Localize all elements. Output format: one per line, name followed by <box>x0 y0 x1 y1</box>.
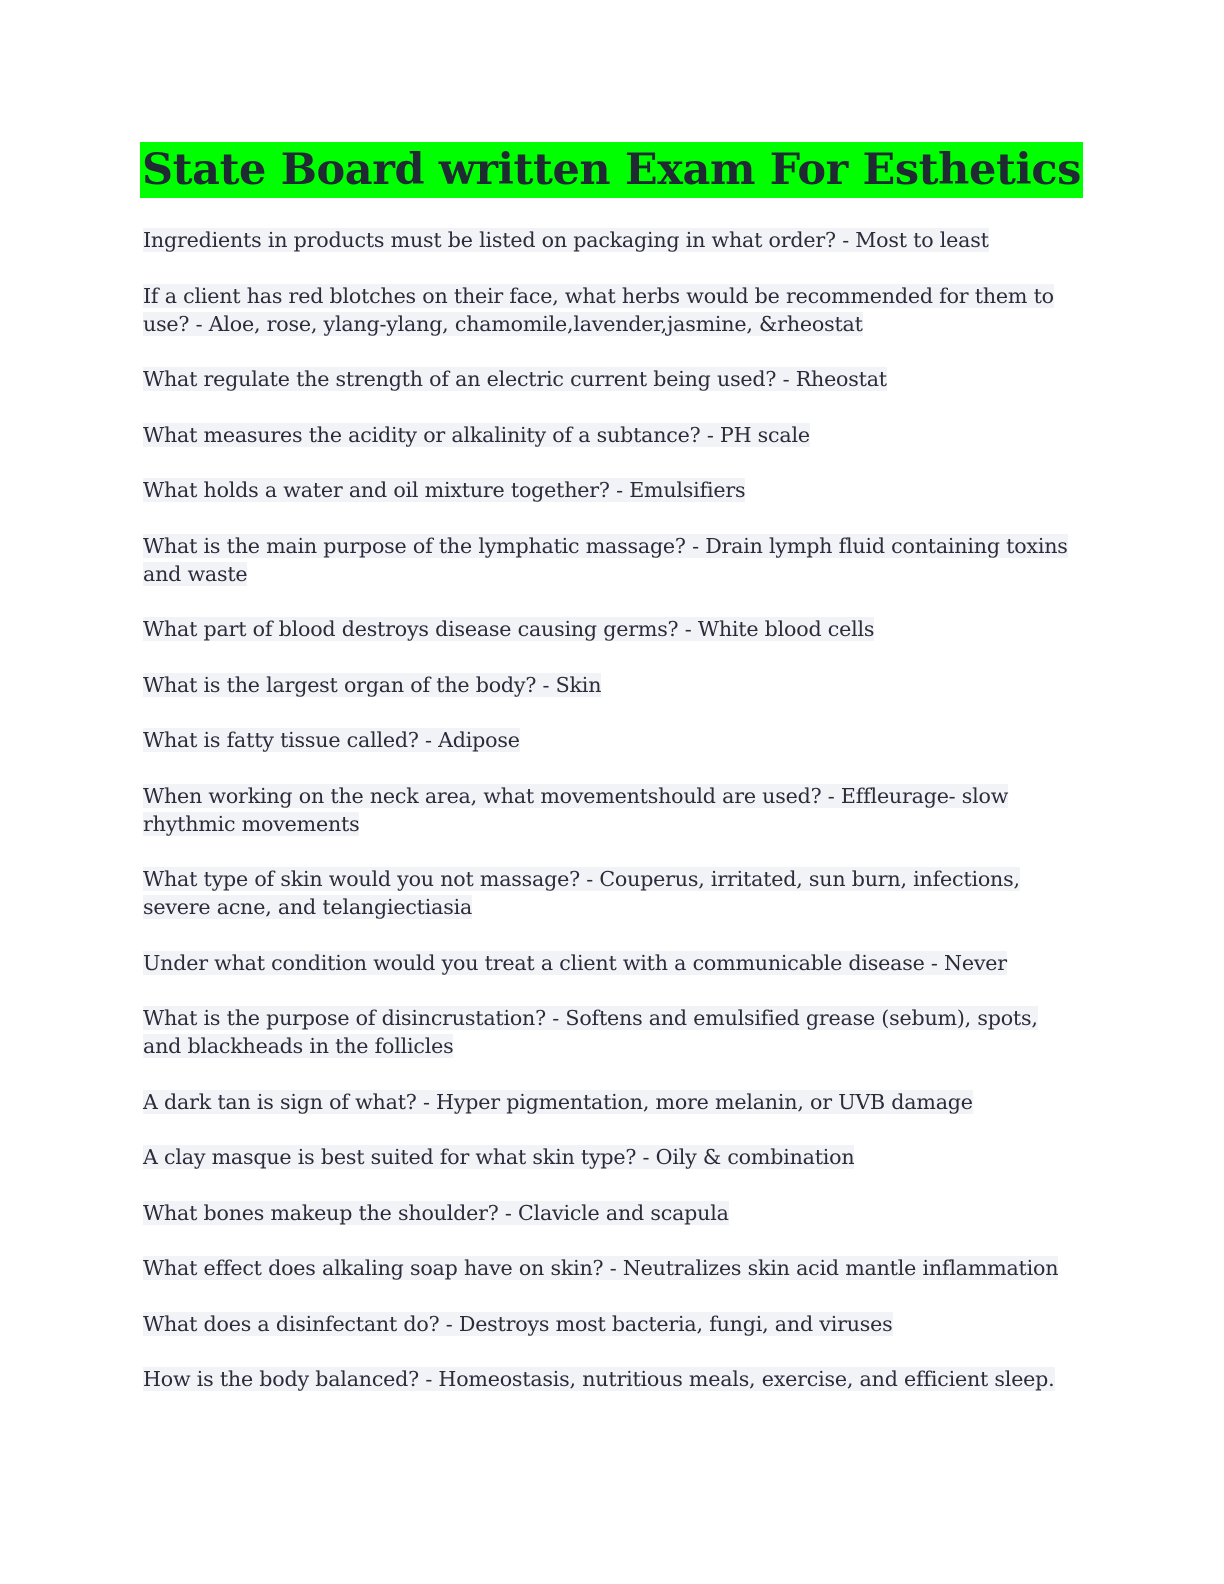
qa-text: What regulate the strength of an electric current being used? - Rheostat <box>143 367 887 391</box>
qa-list <box>143 226 1073 1421</box>
qa-item <box>143 865 1073 921</box>
qa-text: What is the purpose of disincrustation? - Softens and emulsified grease (sebum), spots, and blackheads in the follicles <box>143 1006 1038 1058</box>
qa-item <box>143 1088 1073 1116</box>
qa-item <box>143 365 1073 393</box>
qa-text: A clay masque is best suited for what skin type? - Oily & combination <box>143 1145 855 1169</box>
qa-text: If a client has red blotches on their face, what herbs would be recommended for them to use? - Aloe, rose, ylang-ylang, chamomile,lavender,jasmine, &rheostat <box>143 283 1054 336</box>
qa-text: What bones makeup the shoulder? - Clavicle and scapula <box>143 1200 729 1225</box>
qa-text: Under what condition would you treat a client with a communicable disease - Never <box>143 950 1007 975</box>
qa-text: Ingredients in products must be listed on packaging in what order? - Most to least <box>143 228 989 252</box>
qa-item <box>143 726 1073 754</box>
qa-text: When working on the neck area, what movementshould are used? - Effleurage- slow rhythmic movements <box>143 783 1009 836</box>
qa-item <box>143 532 1073 588</box>
qa-item <box>143 226 1073 254</box>
qa-text: What is the largest organ of the body? - Skin <box>143 672 602 697</box>
qa-text: What part of blood destroys disease causing germs? - White blood cells <box>143 617 875 641</box>
qa-text: What holds a water and oil mixture together? - Emulsifiers <box>143 478 746 502</box>
qa-item <box>143 1004 1073 1060</box>
qa-item <box>143 1365 1073 1393</box>
qa-item <box>143 615 1073 643</box>
qa-item <box>143 949 1073 977</box>
qa-item <box>143 671 1073 699</box>
qa-item <box>143 282 1073 338</box>
qa-text: What type of skin would you not massage? - Couperus, irritated, sun burn, infections, severe acne, and telangiectiasia <box>143 867 1020 919</box>
document-title: State Board written Exam For Esthetics <box>140 142 1083 198</box>
qa-item <box>143 421 1073 449</box>
qa-text: What measures the acidity or alkalinity of a subtance? - PH scale <box>143 422 810 447</box>
title-band <box>140 142 1081 198</box>
qa-item <box>143 782 1073 838</box>
qa-text: What effect does alkaling soap have on skin? - Neutralizes skin acid mantle inflammation <box>143 1256 1059 1280</box>
qa-item <box>143 1199 1073 1227</box>
qa-text: What is the main purpose of the lymphatic massage? - Drain lymph fluid containing toxins and waste <box>143 533 1068 586</box>
qa-text: What does a disinfectant do? - Destroys most bacteria, fungi, and viruses <box>143 1311 893 1336</box>
qa-text: What is fatty tissue called? - Adipose <box>143 728 520 752</box>
qa-item <box>143 476 1073 504</box>
qa-item <box>143 1254 1073 1282</box>
qa-text: How is the body balanced? - Homeostasis, nutritious meals, exercise, and efficient sleep. <box>143 1367 1055 1391</box>
qa-item <box>143 1143 1073 1171</box>
qa-text: A dark tan is sign of what? - Hyper pigmentation, more melanin, or UVB damage <box>143 1089 973 1114</box>
qa-item <box>143 1310 1073 1338</box>
